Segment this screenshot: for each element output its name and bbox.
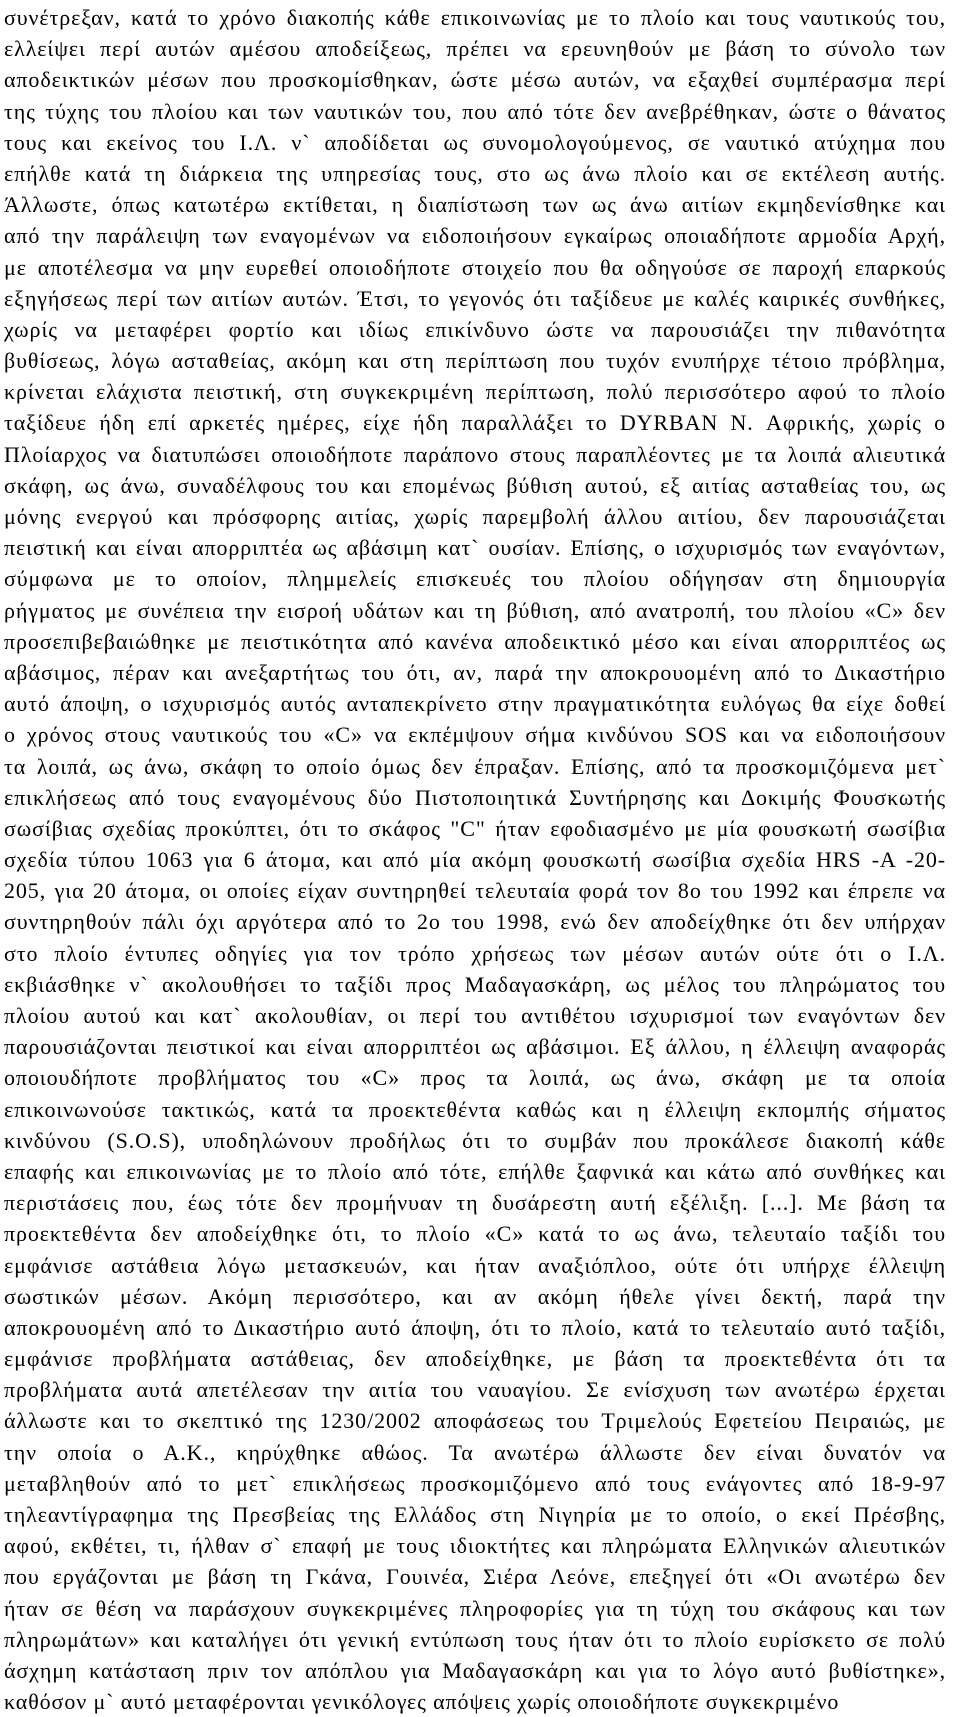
text-line: παρουσιάζονται πειστικοί και είναι απορριπτέοι ως αβάσιμοι. Εξ άλλου, η έλλειψη αναφοράς (4, 1034, 946, 1060)
text-line: ελλείψει περί αυτών αμέσου αποδείξεως, πρέπει να ερευνηθούν με βάση το σύνολο των (4, 36, 946, 62)
text-line: συνέτρεξαν, κατά το χρόνο διακοπής κάθε επικοινωνίας με το πλοίο και τους ναυτικούς του, (4, 5, 946, 30)
text-line: προσεπιβεβαιώθηκε με πειστικότητα από κανένα αποδεικτικό μέσο και είναι απορριπτέος ως (4, 628, 946, 654)
text-line: της τύχης του πλοίου και των ναυτικών του, που από τότε δεν ανεβρέθηκαν, ώστε ο θάνατος (4, 98, 946, 124)
text-line: οποιουδήποτε προβλήματος του «C» προς τα λοιπά, ως άνω, σκάφη με τα οποία (4, 1065, 946, 1091)
text-line: κρίνεται ελάχιστα πειστική, στη συγκεκριμένη περίπτωση, πολύ περισσότερο αφού το πλοίο (4, 379, 946, 405)
text-line: τα λοιπά, ως άνω, σκάφη το οποίο όμως δεν έπραξαν. Επίσης, από τα προσκομιζόμενα μετ` (4, 753, 946, 779)
text-line: σωσίβιας σχεδίας προκύπτει, ότι το σκάφος "C" ήταν εφοδιασμένο με μία φουσκωτή σωσίβια (4, 815, 946, 841)
text-line: άλλωστε και το σκεπτικό της 1230/2002 αποφάσεως του Τριμελούς Εφετείου Πειραιώς, με (4, 1408, 946, 1434)
text-line: πειστική και είναι απορριπτέα ως αβάσιμη κατ` ουσίαν. Επίσης, ο ισχυρισμός των εναγόντων, (4, 535, 946, 561)
text-line: επικλήσεως από τους εναγομένους δύο Πιστοποιητικά Συντήρησης και Δοκιμής Φουσκωτής (4, 784, 946, 810)
text-line: κινδύνου (S.O.S), υποδηλώνουν προδήλως ότι το συμβάν που προκάλεσε διακοπή κάθε (4, 1127, 946, 1153)
text-line: ρήγματος με συνέπεια την εισροή υδάτων και τη βύθιση, από ανατροπή, του πλοίου «C» δεν (4, 597, 946, 623)
text-line: σωστικών μέσων. Ακόμη περισσότερο, και αν ακόμη ήθελε γίνει δεκτή, παρά την (4, 1283, 946, 1309)
text-line: τηλεαντίγραφημα της Πρεσβείας της Ελλάδος στη Νιγηρία με το οποίο, ο εκεί Πρέσβης, (4, 1502, 946, 1527)
text-line: προεκτεθέντα δεν αποδείχθηκε ότι, το πλοίο «C» κατά το ως άνω, τελευταίο ταξίδι του (4, 1221, 946, 1247)
text-line: 205, για 20 άτομα, οι οποίες είχαν συντηρηθεί τελευταία φορά τον 8ο του 1992 και έπρεπε να (4, 878, 946, 904)
text-line: αυτό άποψη, ο ισχυρισμός αυτός ανταπεκρίνετο στην πραγματικότητα ευλόγως θα είχε δοθεί (4, 691, 946, 717)
text-line: πληρωμάτων» και καταλήγει ότι γενική εντύπωση τους ήταν ότι το πλοίο ευρίσκετο σε πολύ (4, 1626, 946, 1652)
text-line: αβάσιμος, πέραν και ανεξαρτήτως του ότι, αν, παρά την αποκρουομένη από το Δικαστήριο (4, 659, 946, 685)
text-line: αποδεικτικών μέσων που προσκομίσθηκαν, ώστε μέσω αυτών, να εξαχθεί συμπέρασμα περί (4, 67, 946, 93)
text-line: αφού, εκθέτει, τι, ήλθαν σ` επαφή με τους ιδιοκτήτες και πληρώματα Ελληνικών αλιευτικών (4, 1533, 946, 1559)
text-line: άσχημη κατάσταση πριν τον απόπλου για Μαδαγασκάρη και για το λόγο αυτό βυθίστηκε», (4, 1657, 946, 1683)
text-line: προβλήματα αυτά απετέλεσαν την αιτία του ναυαγίου. Σε ενίσχυση των ανωτέρω έρχεται (4, 1377, 946, 1403)
text-line: από την παράλειψη των εναγομένων να ειδοποιήσουν εγκαίρως οποιαδήποτε αρμοδία Αρχή, (4, 223, 946, 249)
text-line: εμφάνισε αστάθεια λόγω μετασκευών, και ήταν αναξιόπλοο, ούτε ότι υπήρχε έλλειψη (4, 1252, 946, 1278)
text-line: Άλλωστε, όπως κατωτέρω εκτίθεται, η διαπίστωση των ως άνω αιτίων εκμηδενίσθηκε και (4, 192, 946, 218)
text-line: με αποτέλεσμα να μην ευρεθεί οποιοδήποτε στοιχείο που θα οδηγούσε σε παροχή επαρκούς (4, 254, 946, 280)
text-line: στο πλοίο έντυπες οδηγίες για τον τρόπο χρήσεως των μέσων αυτών ούτε ότι ο Ι.Λ. (4, 940, 946, 966)
text-line: μεταβληθούν από το μετ` επικλήσεως προσκομιζόμενο από τους ενάγοντες από 18-9-97 (4, 1470, 946, 1496)
text-line: επήλθε κατά τη διάρκεια της υπηρεσίας τους, στο ως άνω πλοίο και σε εκτέλεση αυτής. (4, 160, 946, 186)
text-line: αποκρουομένη από το Δικαστήριο αυτό άποψη, ότι το πλοίο, κατά το τελευταίο αυτό ταξίδι, (4, 1314, 946, 1340)
text-line: εμφάνισε προβλήματα αστάθειας, δεν αποδείχθηκε, με βάση τα προεκτεθέντα ότι τα (4, 1346, 946, 1372)
text-line: πλοίου αυτού και κατ` ακολουθίαν, οι περί του αντιθέτου ισχυρισμοί των εναγόντων δεν (4, 1003, 946, 1028)
text-line: χωρίς να μεταφέρει φορτίο και ιδίως επικίνδυνο ώστε να παρουσιάζει την πιθανότητα (4, 316, 946, 342)
text-line: επαφής και επικοινωνίας με το πλοίο από τότε, επήλθε ξαφνικά και κάτω από συνθήκες και (4, 1158, 946, 1184)
text-line: βυθίσεως, λόγω ασταθείας, ακόμη και στη περίπτωση που τυχόν ενυπήρχε τέτοιο πρόβλημα, (4, 348, 946, 374)
text-line: ο χρόνος στους ναυτικούς του «C» να εκπέμψουν σήμα κινδύνου SOS και να ειδοποιήσουν (4, 722, 946, 748)
text-line: σκάφη, ως άνω, συναδέλφους του και επομένως βύθιση αυτού, εξ αιτίας ασταθείας του, ως (4, 472, 946, 498)
text-line: την οποία ο Α.Κ., κηρύχθηκε αθώος. Τα ανωτέρω άλλωστε δεν είναι δυνατόν να (4, 1439, 946, 1465)
text-line: ταξίδευε ήδη επί αρκετές ημέρες, είχε ήδη παραλλάξει το DYRBAN N. Αφρικής, χωρίς ο (4, 410, 946, 436)
text-line: εξηγήσεως περί των αιτίων αυτών. Έτσι, το γεγονός ότι ταξίδευε με καλές καιρικές συνθήκες, (4, 285, 946, 311)
text-line: ήταν σε θέση να παράσχουν συγκεκριμένες πληροφορίες για τη τύχη του σκάφους και των (4, 1595, 946, 1621)
text-line: μόνης ενεργού και πρόσφορης αιτίας, χωρίς παρεμβολή άλλου αιτίου, δεν παρουσιάζεται (4, 504, 946, 529)
text-line: καθόσον μ` αυτό μεταφέρονται γενικόλογες απόψεις χωρίς οποιοδήποτε συγκεκριμένο (4, 1689, 840, 1715)
text-line: εκβιάσθηκε ν` ακολουθήσει το ταξίδι προς Μαδαγασκάρη, ως μέλος του πληρώματος του (4, 971, 946, 997)
text-line: σύμφωνα με το οποίον, πλημμελείς επισκευές του πλοίου οδήγησαν στη δημιουργία (4, 566, 946, 592)
text-line: σχεδία τύπου 1063 για 6 άτομα, και από μία ακόμη φουσκωτή σωσίβια σχεδία HRS -A -20- (4, 847, 946, 873)
text-line: Πλοίαρχος να διατυπώσει οποιοδήποτε παράπονο στους παραπλέοντες με τα λοιπά αλιευτικά (4, 441, 946, 467)
text-line: περιστάσεις που, έως τότε δεν προμήνυαν τη δυσάρεστη αυτή εξέλιξη. [...]. Με βάση τα (4, 1190, 946, 1216)
text-line: επικοινωνούσε τακτικώς, κατά τα προεκτεθέντα καθώς και η έλλειψη εκπομπής σήματος (4, 1096, 946, 1122)
text-line: τους και εκείνος του Ι.Λ. ν` αποδίδεται ως συνομολογούμενος, σε ναυτικό ατύχημα που (4, 129, 946, 155)
text-line: που εργάζονται με βάση τη Γκάνα, Γουινέα, Σιέρα Λεόνε, επεξηγεί ότι «Οι ανωτέρω δεν (4, 1564, 946, 1590)
text-line: συντηρηθούν πάλι όχι αργότερα από το 2ο του 1998, ενώ δεν αποδείχθηκε ότι δεν υπήρχαν (4, 909, 946, 935)
